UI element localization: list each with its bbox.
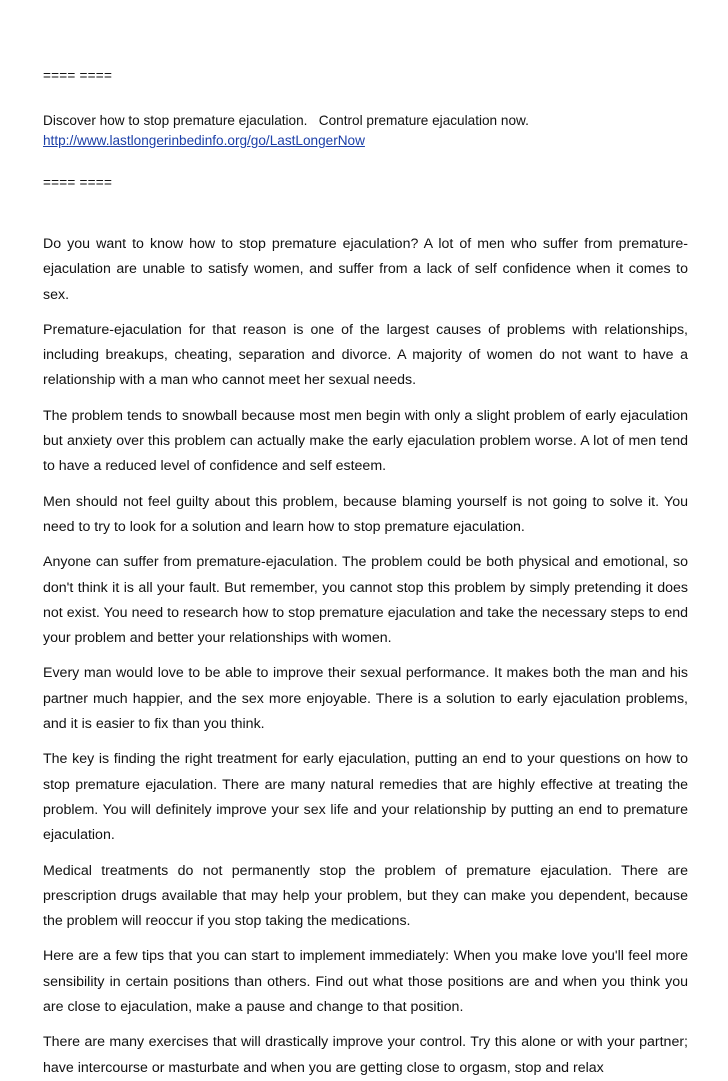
- paragraph-6: Every man would love to be able to improve their sexual performance. It makes both the man and his partner much happier, and the sex more enjoyable. There is a solution to early ejaculation problems, and it is easier to fix than you think.: [43, 665, 688, 733]
- paragraph-5: Anyone can suffer from premature-ejaculation. The problem could be both physical and emotional, so don't think it is all your fault. But remember, you cannot stop this problem by simply pretending it does not exist. You need to research how to stop premature ejaculation and take the necessary steps to end your problem and better your relationships with women.: [43, 554, 688, 647]
- promo-link[interactable]: http://www.lastlongerinbedinfo.org/go/LastLongerNow: [43, 133, 365, 148]
- document-page: [43, 66, 688, 1081]
- paragraph-9: Here are a few tips that you can start to implement immediately: When you make love you'll feel more sensibility in certain positions than others. Find out what those positions are and when you think you are close to ejaculation, make a pause and change to that position.: [43, 948, 688, 1016]
- separator-bottom: ==== ====: [43, 175, 113, 190]
- paragraph-4: Men should not feel guilty about this problem, because blaming yourself is not going to solve it. You need to try to look for a solution and learn how to stop premature ejaculation.: [43, 493, 688, 535]
- paragraph-8: Medical treatments do not permanently stop the problem of premature ejaculation. There are prescription drugs available that may help your problem, but they can make you dependent, because the problem will reoccur if you stop taking the medications.: [43, 862, 688, 930]
- paragraph-7: The key is finding the right treatment for early ejaculation, putting an end to your questions on how to stop premature ejaculation. There are many natural remedies that are highly effective at treating the problem. You will definitely improve your sex life and your relationship by putting an end to premature ejaculation.: [43, 751, 688, 844]
- separator-top: ==== ====: [43, 68, 113, 83]
- paragraph-3: The problem tends to snowball because most men begin with only a slight problem of early ejaculation but anxiety over this problem can actually make the early ejaculation problem worse. A lot of men tend to have a reduced level of confidence and self esteem.: [43, 407, 688, 475]
- paragraph-10: There are many exercises that will drastically improve your control. Try this alone or with your partner; have intercourse or masturbate and when you are getting close to orgasm, stop and relax: [43, 1034, 688, 1076]
- paragraph-1: Do you want to know how to stop premature ejaculation? A lot of men who suffer from premature-ejaculation are unable to satisfy women, and suffer from a lack of self confidence when it comes to sex.: [43, 236, 688, 303]
- promo-text: Discover how to stop premature ejaculation. Control premature ejaculation now.: [43, 113, 529, 128]
- paragraph-2: Premature-ejaculation for that reason is one of the largest causes of problems with relationships, including breakups, cheating, separation and divorce. A majority of women do not want to have a relationship with a man who cannot meet her sexual needs.: [43, 321, 688, 389]
